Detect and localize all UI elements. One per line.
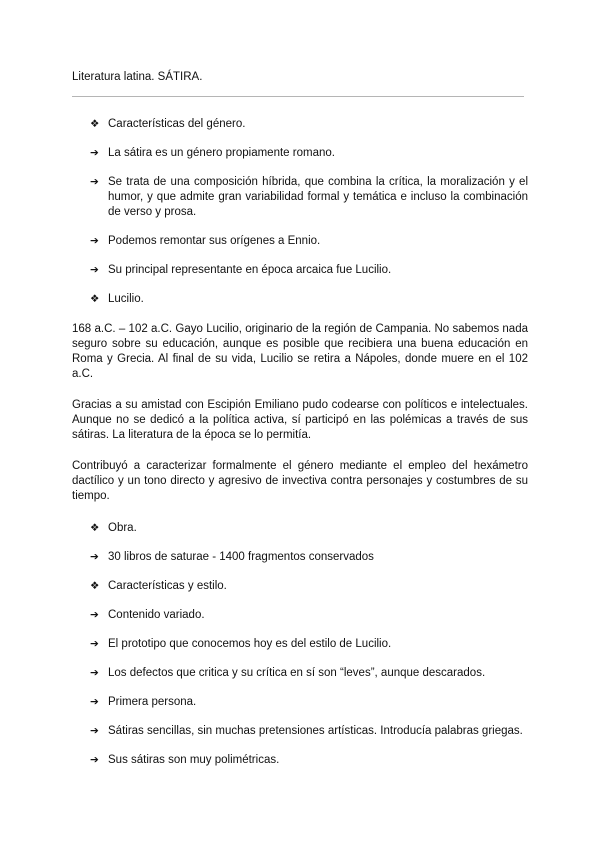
- arrow-bullet-icon: ➔: [90, 235, 99, 247]
- arrow-bullet-icon: ➔: [90, 609, 99, 621]
- paragraph: Gracias a su amistad con Escipión Emiliano pudo codearse con políticos e intelectuales. Aunque no se dedicó a la política activa, sí participó en las polémicas a través de sus sátiras. La literatura de la época se lo permitía.: [72, 399, 528, 441]
- arrow-bullet-icon: ➔: [90, 638, 99, 650]
- list-item: ➔ Sátiras sencillas, sin muchas pretensiones artísticas. Introducía palabras griegas.: [90, 725, 523, 737]
- paragraph: Contribuyó a caracterizar formalmente el género mediante el empleo del hexámetro dactílico y un tono directo y agresivo de invectiva contra personajes y costumbres de su tiempo.: [72, 460, 528, 502]
- list-item: ➔ Se trata de una composición híbrida, que combina la crítica, la moralización y el humor, y que admite gran variabilidad formal y temática e incluso la combinación de verso y prosa.: [90, 176, 528, 218]
- list-item: ➔ La sátira es un género propiamente romano.: [90, 147, 335, 159]
- arrow-bullet-icon: ➔: [90, 551, 99, 563]
- list-item: ➔ 30 libros de saturae - 1400 fragmentos conservados: [90, 551, 374, 563]
- list-item: ➔ Primera persona.: [90, 696, 197, 708]
- document-header: Literatura latina. SÁTIRA.: [72, 71, 203, 83]
- arrow-bullet-icon: ➔: [90, 176, 99, 188]
- list-item: ➔ Contenido variado.: [90, 609, 205, 621]
- arrow-bullet-icon: ➔: [90, 264, 99, 276]
- diamond-bullet-icon: ❖: [90, 522, 100, 534]
- arrow-bullet-icon: ➔: [90, 696, 99, 708]
- section-heading: ❖ Lucilio.: [90, 293, 144, 305]
- diamond-bullet-icon: ❖: [90, 118, 100, 130]
- list-item: ➔ Su principal representante en época arcaica fue Lucilio.: [90, 264, 392, 276]
- paragraph: 168 a.C. – 102 a.C. Gayo Lucilio, originario de la región de Campania. No sabemos nada seguro sobre su educación, aunque es posible que recibiera una buena educación en Roma y Grecia. Al final de su vida, Lucilio se retira a Nápoles, donde muere en el 102 a.C.: [72, 323, 528, 380]
- list-item: ➔ Podemos remontar sus orígenes a Ennio.: [90, 235, 321, 247]
- arrow-bullet-icon: ➔: [90, 754, 99, 766]
- arrow-bullet-icon: ➔: [90, 667, 99, 679]
- section-heading: ❖ Obra.: [90, 522, 137, 534]
- section-heading: ❖ Características y estilo.: [90, 580, 227, 592]
- arrow-bullet-icon: ➔: [90, 147, 99, 159]
- arrow-bullet-icon: ➔: [90, 725, 99, 737]
- section-heading: ❖ Características del género.: [90, 118, 246, 130]
- list-item: ➔ Los defectos que critica y su crítica en sí son “leves”, aunque descarados.: [90, 667, 486, 679]
- document-body: [72, 117, 528, 768]
- diamond-bullet-icon: ❖: [90, 293, 100, 305]
- diamond-bullet-icon: ❖: [90, 580, 100, 592]
- header-divider: [72, 96, 524, 97]
- list-item: ➔ Sus sátiras son muy polimétricas.: [90, 754, 280, 766]
- list-item: ➔ El prototipo que conocemos hoy es del estilo de Lucilio.: [90, 638, 392, 650]
